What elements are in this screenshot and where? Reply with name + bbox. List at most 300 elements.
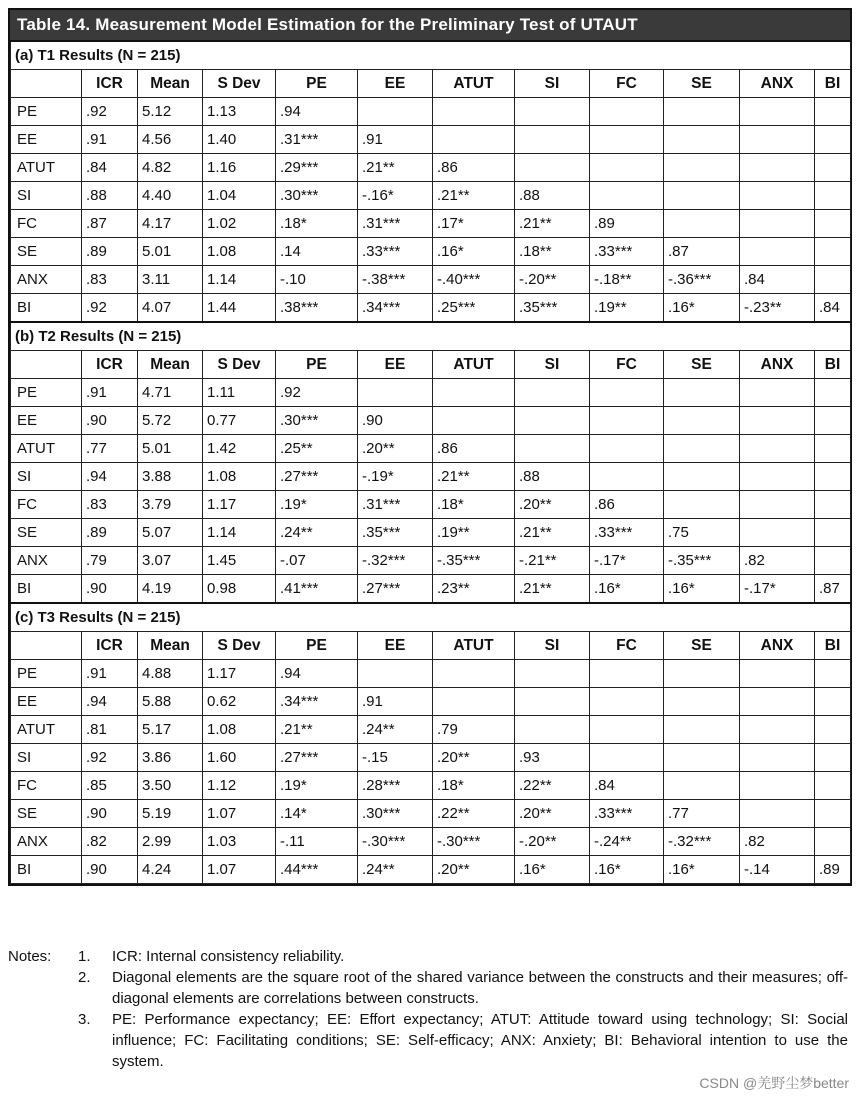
table-cell (664, 154, 740, 182)
table-cell: .90 (82, 800, 138, 828)
table-cell: 3.88 (138, 463, 203, 491)
table-cell (664, 379, 740, 407)
table-cell: .21** (276, 716, 358, 744)
table-cell: -.32*** (358, 547, 433, 575)
row-label: EE (11, 407, 82, 435)
table-cell (740, 126, 815, 154)
table-frame (8, 8, 852, 886)
section-heading: (b) T2 Results (N = 215) (11, 322, 851, 351)
table-cell (590, 744, 664, 772)
row-label: SI (11, 744, 82, 772)
column-header: FC (590, 632, 664, 660)
table-cell: .89 (82, 238, 138, 266)
table-cell: .85 (82, 772, 138, 800)
table-cell (815, 744, 851, 772)
table-cell: -.15 (358, 744, 433, 772)
note-item (8, 967, 848, 1009)
table-cell: -.17* (590, 547, 664, 575)
table-cell: 1.11 (203, 379, 276, 407)
table-cell: .44*** (276, 856, 358, 884)
table-cell: 4.40 (138, 182, 203, 210)
table-cell: .24** (276, 519, 358, 547)
table-cell: 1.14 (203, 519, 276, 547)
table-cell: .21** (515, 210, 590, 238)
measurement-table (10, 40, 851, 884)
table-row (11, 182, 851, 210)
table-cell: 1.07 (203, 856, 276, 884)
table-cell (515, 98, 590, 126)
table-cell: .18* (433, 772, 515, 800)
table-cell (664, 744, 740, 772)
table-cell: .92 (82, 98, 138, 126)
table-cell: .35*** (515, 294, 590, 323)
column-header: SE (664, 351, 740, 379)
table-cell: 5.17 (138, 716, 203, 744)
table-cell: .91 (82, 379, 138, 407)
table-cell: .20** (515, 491, 590, 519)
table-cell: -.07 (276, 547, 358, 575)
table-cell: .90 (82, 856, 138, 884)
note-text: ICR: Internal consistency reliability. (112, 948, 345, 965)
table-cell: .79 (433, 716, 515, 744)
table-cell (433, 98, 515, 126)
table-row (11, 435, 851, 463)
row-label: SE (11, 238, 82, 266)
table-row (11, 154, 851, 182)
table-row (11, 126, 851, 154)
table-cell: -.23** (740, 294, 815, 323)
table-cell: -.19* (358, 463, 433, 491)
table-cell: -.20** (515, 266, 590, 294)
table-cell: .87 (82, 210, 138, 238)
table-cell (515, 716, 590, 744)
table-cell: .16* (664, 856, 740, 884)
row-label: PE (11, 98, 82, 126)
row-label: ANX (11, 828, 82, 856)
table-cell: 3.07 (138, 547, 203, 575)
table-cell: .90 (82, 407, 138, 435)
table-cell: .22** (515, 772, 590, 800)
table-cell: 4.56 (138, 126, 203, 154)
table-cell: .88 (515, 463, 590, 491)
table-cell: .81 (82, 716, 138, 744)
table-cell (815, 98, 851, 126)
table-cell (815, 547, 851, 575)
row-label: EE (11, 126, 82, 154)
column-header: ANX (740, 70, 815, 98)
table-cell: .91 (82, 126, 138, 154)
table-cell: 1.17 (203, 491, 276, 519)
table-cell: .92 (276, 379, 358, 407)
table-row (11, 210, 851, 238)
column-header: ANX (740, 351, 815, 379)
note-item (8, 1009, 848, 1072)
table-cell (740, 772, 815, 800)
table-cell: .93 (515, 744, 590, 772)
table-cell: .19** (433, 519, 515, 547)
table-cell: .87 (815, 575, 851, 604)
table-cell: .82 (740, 828, 815, 856)
table-cell (815, 519, 851, 547)
row-label: SE (11, 800, 82, 828)
table-cell: -.10 (276, 266, 358, 294)
column-header: SE (664, 70, 740, 98)
table-cell: 5.07 (138, 519, 203, 547)
table-cell (740, 182, 815, 210)
table-cell: .21** (433, 182, 515, 210)
table-cell: .22** (433, 800, 515, 828)
note-item (8, 946, 848, 967)
section-heading: (a) T1 Results (N = 215) (11, 41, 851, 70)
table-cell: .35*** (358, 519, 433, 547)
table-row (11, 519, 851, 547)
table-cell: .87 (664, 238, 740, 266)
table-cell: .31*** (358, 210, 433, 238)
table-row (11, 772, 851, 800)
table-cell: .33*** (590, 238, 664, 266)
row-label: ANX (11, 266, 82, 294)
table-cell: .16* (664, 294, 740, 323)
table-cell: .84 (740, 266, 815, 294)
table-cell (590, 435, 664, 463)
table-cell: .20** (433, 744, 515, 772)
table-cell (664, 772, 740, 800)
table-cell: .91 (358, 126, 433, 154)
note-text: PE: Performance expectancy; EE: Effort expectancy; ATUT: Attitude toward using technology; SI: Social influence; FC: Facilitating conditions; SE: Self-efficacy; ANX: Anxiety; BI: Behavioral intention to use the system. (112, 1011, 848, 1070)
table-cell: 5.19 (138, 800, 203, 828)
table-cell: .24** (358, 716, 433, 744)
table-cell: .92 (82, 294, 138, 323)
table-cell (590, 463, 664, 491)
table-cell: .27*** (276, 463, 358, 491)
table-cell: .91 (358, 688, 433, 716)
table-cell: .21** (358, 154, 433, 182)
table-cell: .41*** (276, 575, 358, 604)
row-label: ATUT (11, 716, 82, 744)
table-cell: .79 (82, 547, 138, 575)
table-cell (740, 660, 815, 688)
table-cell: .18** (515, 238, 590, 266)
section-heading-row (11, 41, 851, 70)
table-cell (515, 379, 590, 407)
table-cell (740, 379, 815, 407)
column-header-row (11, 70, 851, 98)
row-label: PE (11, 660, 82, 688)
table-cell: 1.40 (203, 126, 276, 154)
table-cell: 1.16 (203, 154, 276, 182)
table-cell: .84 (82, 154, 138, 182)
table-cell (590, 688, 664, 716)
column-header: Mean (138, 351, 203, 379)
table-row (11, 379, 851, 407)
table-cell: 3.79 (138, 491, 203, 519)
table-cell: .30*** (358, 800, 433, 828)
table-cell: -.35*** (433, 547, 515, 575)
row-label: ANX (11, 547, 82, 575)
table-cell (740, 154, 815, 182)
table-cell: 1.60 (203, 744, 276, 772)
table-cell (590, 716, 664, 744)
column-header: BI (815, 632, 851, 660)
column-header: ICR (82, 632, 138, 660)
table-cell: .75 (664, 519, 740, 547)
table-cell (664, 688, 740, 716)
table-cell: .19* (276, 491, 358, 519)
table-cell: .28*** (358, 772, 433, 800)
table-cell (740, 238, 815, 266)
table-cell: .86 (433, 435, 515, 463)
table-row (11, 294, 851, 323)
column-header: BI (815, 70, 851, 98)
table-cell (664, 491, 740, 519)
table-cell: 1.08 (203, 238, 276, 266)
column-header: ATUT (433, 70, 515, 98)
table-cell: 2.99 (138, 828, 203, 856)
table-cell (740, 407, 815, 435)
table-cell: 0.62 (203, 688, 276, 716)
note-number: 2. (78, 969, 91, 986)
column-header-row (11, 351, 851, 379)
row-label: PE (11, 379, 82, 407)
table-cell: 1.45 (203, 547, 276, 575)
table-row (11, 800, 851, 828)
table-cell: .21** (515, 575, 590, 604)
table-cell (740, 463, 815, 491)
table-cell: .31*** (276, 126, 358, 154)
table-cell: -.16* (358, 182, 433, 210)
column-header: ICR (82, 351, 138, 379)
table-cell (815, 716, 851, 744)
column-header-row (11, 632, 851, 660)
table-cell (815, 463, 851, 491)
table-row (11, 688, 851, 716)
row-label: BI (11, 294, 82, 323)
table-cell: .77 (664, 800, 740, 828)
table-cell: .33*** (590, 800, 664, 828)
table-cell: .34*** (276, 688, 358, 716)
table-cell (358, 379, 433, 407)
table-cell: .31*** (358, 491, 433, 519)
table-cell (815, 491, 851, 519)
table-cell: .16* (590, 575, 664, 604)
table-cell: .16* (433, 238, 515, 266)
table-cell: .19* (276, 772, 358, 800)
table-cell (590, 182, 664, 210)
table-cell (433, 688, 515, 716)
column-header: ATUT (433, 351, 515, 379)
table-cell: 1.04 (203, 182, 276, 210)
column-header: PE (276, 632, 358, 660)
table-cell: .23** (433, 575, 515, 604)
table-row (11, 744, 851, 772)
table-cell (740, 688, 815, 716)
table-cell: .27*** (276, 744, 358, 772)
table-row (11, 660, 851, 688)
table-cell: -.24** (590, 828, 664, 856)
row-label: FC (11, 772, 82, 800)
column-header: FC (590, 351, 664, 379)
table-cell (515, 435, 590, 463)
table-cell (740, 491, 815, 519)
table-cell: 5.01 (138, 238, 203, 266)
column-header: ICR (82, 70, 138, 98)
table-cell: .25*** (433, 294, 515, 323)
table-cell: -.30*** (358, 828, 433, 856)
table-cell: .16* (664, 575, 740, 604)
table-cell (815, 238, 851, 266)
table-cell: 0.98 (203, 575, 276, 604)
note-text: Diagonal elements are the square root of the shared variance between the constructs and their measures; off-diagonal elements are correlations between constructs. (112, 969, 848, 1007)
table-cell: -.14 (740, 856, 815, 884)
section-heading-row (11, 603, 851, 632)
column-header: EE (358, 351, 433, 379)
table-cell (664, 435, 740, 463)
table-cell: .90 (82, 575, 138, 604)
table-cell: 5.12 (138, 98, 203, 126)
table-cell (590, 126, 664, 154)
row-label: SE (11, 519, 82, 547)
table-cell (590, 660, 664, 688)
table-cell (815, 182, 851, 210)
table-cell: .82 (82, 828, 138, 856)
table-cell: .14* (276, 800, 358, 828)
column-header: SI (515, 632, 590, 660)
table-cell (815, 210, 851, 238)
table-cell (433, 407, 515, 435)
table-cell (815, 407, 851, 435)
table-row (11, 238, 851, 266)
table-cell: .21** (433, 463, 515, 491)
column-header: SI (515, 351, 590, 379)
row-label: ATUT (11, 154, 82, 182)
table-cell (664, 407, 740, 435)
table-row (11, 856, 851, 884)
table-cell: .94 (82, 688, 138, 716)
table-cell: .77 (82, 435, 138, 463)
table-cell: .88 (82, 182, 138, 210)
table-cell (815, 154, 851, 182)
table-cell: -.18** (590, 266, 664, 294)
header-blank (11, 632, 82, 660)
table-cell: .14 (276, 238, 358, 266)
table-cell (815, 435, 851, 463)
table-cell (590, 379, 664, 407)
table-cell: .34*** (358, 294, 433, 323)
table-cell: .17* (433, 210, 515, 238)
table-cell: .24** (358, 856, 433, 884)
header-blank (11, 351, 82, 379)
column-header: EE (358, 70, 433, 98)
table-cell (664, 210, 740, 238)
table-cell: .86 (433, 154, 515, 182)
table-cell: .82 (740, 547, 815, 575)
table-row (11, 98, 851, 126)
table-cell (740, 744, 815, 772)
table-cell (664, 126, 740, 154)
table-cell: 1.17 (203, 660, 276, 688)
table-cell: 1.03 (203, 828, 276, 856)
table-cell (590, 154, 664, 182)
table-cell (515, 688, 590, 716)
table-cell: .20** (358, 435, 433, 463)
table-row (11, 491, 851, 519)
header-blank (11, 70, 82, 98)
table-cell (664, 463, 740, 491)
table-cell (815, 688, 851, 716)
row-label: BI (11, 575, 82, 604)
table-cell (358, 660, 433, 688)
table-cell: 4.19 (138, 575, 203, 604)
table-cell: .18* (276, 210, 358, 238)
table-cell: -.40*** (433, 266, 515, 294)
table-cell: .90 (358, 407, 433, 435)
table-cell (664, 716, 740, 744)
table-cell: 1.44 (203, 294, 276, 323)
table-cell (740, 519, 815, 547)
table-cell: 4.71 (138, 379, 203, 407)
table-cell: -.11 (276, 828, 358, 856)
table-title: Table 14. Measurement Model Estimation for the Preliminary Test of UTAUT (10, 10, 850, 40)
column-header: Mean (138, 632, 203, 660)
table-cell: .94 (82, 463, 138, 491)
row-label: EE (11, 688, 82, 716)
table-cell: 1.14 (203, 266, 276, 294)
row-label: BI (11, 856, 82, 884)
table-cell: 4.82 (138, 154, 203, 182)
table-cell: .30*** (276, 182, 358, 210)
table-cell (664, 660, 740, 688)
table-row (11, 266, 851, 294)
table-cell: -.38*** (358, 266, 433, 294)
row-label: FC (11, 491, 82, 519)
note-number: 3. (78, 1011, 91, 1028)
table-cell: -.30*** (433, 828, 515, 856)
table-cell: 4.07 (138, 294, 203, 323)
table-cell: 3.86 (138, 744, 203, 772)
table-cell: .84 (590, 772, 664, 800)
table-cell: 1.08 (203, 463, 276, 491)
table-cell (815, 800, 851, 828)
notes (8, 946, 848, 1072)
table-cell: 5.72 (138, 407, 203, 435)
table-cell (664, 182, 740, 210)
table-cell: .20** (433, 856, 515, 884)
table-cell: 0.77 (203, 407, 276, 435)
table-row (11, 716, 851, 744)
table-cell: 1.42 (203, 435, 276, 463)
table-cell (433, 126, 515, 154)
table-cell: .83 (82, 491, 138, 519)
table-cell: .29*** (276, 154, 358, 182)
table-cell: 4.17 (138, 210, 203, 238)
table-cell: 4.88 (138, 660, 203, 688)
table-cell: .84 (815, 294, 851, 323)
table-cell: 3.11 (138, 266, 203, 294)
table-cell: .94 (276, 98, 358, 126)
watermark: CSDN @羌野尘梦better (699, 1075, 849, 1091)
table-cell: .25** (276, 435, 358, 463)
table-cell: 3.50 (138, 772, 203, 800)
table-cell (740, 716, 815, 744)
table-row (11, 547, 851, 575)
column-header: SE (664, 632, 740, 660)
table-cell (433, 379, 515, 407)
row-label: ATUT (11, 435, 82, 463)
note-number: 1. (78, 948, 91, 965)
table-cell: -.32*** (664, 828, 740, 856)
table-cell (815, 266, 851, 294)
column-header: EE (358, 632, 433, 660)
